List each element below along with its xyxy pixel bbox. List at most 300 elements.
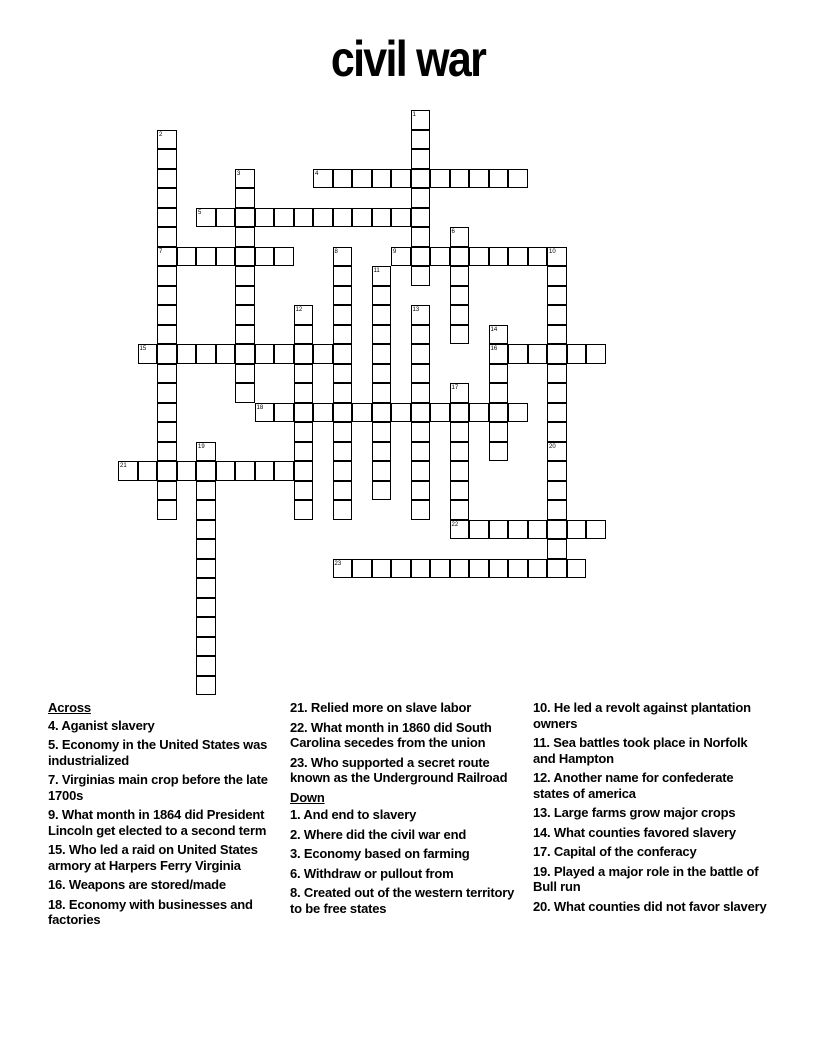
cell-number: 21 [120, 463, 127, 469]
clue-across-5 [48, 737, 284, 768]
grid-cell[interactable] [235, 286, 255, 306]
grid-cell[interactable] [508, 247, 528, 267]
grid-cell[interactable] [450, 520, 470, 540]
grid-cell[interactable] [196, 520, 216, 540]
grid-cell[interactable] [196, 656, 216, 676]
grid-cell[interactable] [411, 383, 431, 403]
grid-cell[interactable] [313, 403, 333, 423]
grid-cell[interactable] [586, 520, 606, 540]
clue-text: Another name for confederate states of america [533, 770, 734, 801]
grid-cell[interactable] [411, 481, 431, 501]
grid-cell[interactable] [450, 442, 470, 462]
clue-number: 22. [290, 719, 308, 735]
grid-cell[interactable] [294, 305, 314, 325]
grid-cell[interactable] [138, 344, 158, 364]
grid-cell[interactable] [469, 169, 489, 189]
grid-cell[interactable] [235, 227, 255, 247]
cell-number: 8 [334, 248, 338, 255]
clue-text: Weapons are stored/made [68, 877, 226, 892]
grid-cell[interactable] [352, 559, 372, 579]
grid-cell[interactable] [450, 305, 470, 325]
clue-number: 21. [290, 700, 308, 715]
clue-text: Economy with businesses and factories [48, 896, 253, 927]
grid-cell[interactable] [235, 247, 255, 267]
clue-down-3 [290, 846, 526, 862]
grid-cell[interactable] [333, 325, 353, 345]
grid-cell[interactable] [372, 305, 392, 325]
grid-cell[interactable] [547, 461, 567, 481]
grid-cell[interactable] [352, 169, 372, 189]
clue-text: What month in 1860 did South Carolina secedes from the union [290, 719, 492, 750]
cell-number: 11 [373, 268, 380, 274]
clue-across-15 [48, 842, 284, 873]
grid-cell[interactable] [411, 325, 431, 345]
clue-number: 10. [533, 700, 551, 715]
grid-cell[interactable] [157, 227, 177, 247]
grid-cell[interactable] [235, 169, 255, 189]
grid-cell[interactable] [177, 461, 197, 481]
grid-cell[interactable] [294, 208, 314, 228]
grid-cell[interactable] [216, 344, 236, 364]
grid-cell[interactable] [333, 461, 353, 481]
cell-number: 10 [549, 248, 556, 255]
grid-cell[interactable] [333, 344, 353, 364]
grid-cell[interactable] [567, 520, 587, 540]
grid-cell[interactable] [450, 266, 470, 286]
grid-cell[interactable] [411, 559, 431, 579]
grid-cell[interactable] [333, 286, 353, 306]
grid-cell[interactable] [157, 247, 177, 267]
grid-cell[interactable] [274, 344, 294, 364]
clue-across-22 [290, 720, 526, 751]
grid-cell[interactable] [489, 520, 509, 540]
grid-cell[interactable] [372, 403, 392, 423]
clue-number: 17. [533, 844, 551, 859]
grid-cell[interactable] [118, 461, 138, 481]
grid-cell[interactable] [547, 305, 567, 325]
grid-cell[interactable] [469, 247, 489, 267]
grid-cell[interactable] [547, 325, 567, 345]
clue-across-23 [290, 755, 526, 786]
clue-number: 11. [533, 735, 550, 750]
cell-number: 4 [315, 170, 319, 177]
grid-cell[interactable] [489, 383, 509, 403]
grid-cell[interactable] [294, 500, 314, 520]
clue-text: What month in 1864 did President Lincoln get elected to a second term [48, 807, 267, 838]
grid-cell[interactable] [450, 383, 470, 403]
cell-number: 22 [451, 521, 459, 528]
grid-cell[interactable] [235, 461, 255, 481]
grid-cell[interactable] [391, 559, 411, 579]
grid-cell[interactable] [333, 247, 353, 267]
clue-text: Capital of the conferacy [553, 844, 697, 859]
grid-cell[interactable] [450, 325, 470, 345]
grid-cell[interactable] [411, 461, 431, 481]
grid-cell[interactable] [352, 403, 372, 423]
grid-cell[interactable] [294, 422, 314, 442]
grid-cell[interactable] [196, 500, 216, 520]
grid-cell[interactable] [508, 559, 528, 579]
grid-cell[interactable] [157, 461, 177, 481]
grid-cell[interactable] [450, 461, 470, 481]
grid-cell[interactable] [528, 344, 548, 364]
grid-cell[interactable] [274, 208, 294, 228]
grid-cell[interactable] [157, 208, 177, 228]
grid-cell[interactable] [411, 500, 431, 520]
grid-cell[interactable] [411, 364, 431, 384]
grid-cell[interactable] [489, 559, 509, 579]
grid-cell[interactable] [547, 422, 567, 442]
clue-number: 3. [290, 846, 301, 861]
cell-number: 14 [490, 326, 498, 333]
cell-number: 16 [490, 346, 498, 352]
grid-cell[interactable] [450, 247, 470, 267]
grid-cell[interactable] [333, 364, 353, 384]
clue-across-4 [48, 718, 284, 734]
grid-cell[interactable] [196, 676, 216, 696]
grid-cell[interactable] [294, 442, 314, 462]
clue-down-6 [290, 866, 526, 882]
grid-cell[interactable] [547, 344, 567, 364]
cell-number: 17 [451, 385, 459, 391]
clue-text: Virginias main crop before the late 1700s [48, 772, 268, 803]
grid-cell[interactable] [196, 578, 216, 598]
clue-number: 6. [290, 865, 301, 881]
cell-number: 3 [237, 170, 241, 177]
grid-cell[interactable] [547, 481, 567, 501]
grid-cell[interactable] [489, 442, 509, 462]
clue-text: Who led a raid on United States armory at Harpers Ferry Virginia [48, 842, 258, 873]
grid-cell[interactable] [411, 266, 431, 286]
grid-cell[interactable] [177, 344, 197, 364]
clue-text: Who supported a secret route known as the Underground Railroad [290, 754, 508, 785]
grid-cell[interactable] [235, 344, 255, 364]
grid-cell[interactable] [489, 247, 509, 267]
clue-number: 12. [533, 770, 551, 785]
grid-cell[interactable] [333, 383, 353, 403]
grid-cell[interactable] [450, 481, 470, 501]
grid-cell[interactable] [274, 461, 294, 481]
grid-cell[interactable] [196, 461, 216, 481]
grid-cell[interactable] [430, 169, 450, 189]
grid-cell[interactable] [411, 403, 431, 423]
grid-cell[interactable] [372, 344, 392, 364]
grid-cell[interactable] [255, 403, 275, 423]
grid-cell[interactable] [294, 344, 314, 364]
grid-cell[interactable] [508, 520, 528, 540]
clue-text: Economy in the United States was industrialized [48, 737, 268, 768]
grid-cell[interactable] [391, 247, 411, 267]
grid-cell[interactable] [294, 481, 314, 501]
grid-cell[interactable] [235, 188, 255, 208]
grid-cell[interactable] [372, 422, 392, 442]
grid-cell[interactable] [196, 247, 216, 267]
grid-cell[interactable] [333, 208, 353, 228]
clue-text: What counties did not favor slavery [553, 898, 767, 914]
grid-cell[interactable] [489, 422, 509, 442]
grid-cell[interactable] [372, 169, 392, 189]
clue-down-11 [533, 735, 769, 766]
grid-cell[interactable] [489, 364, 509, 384]
grid-cell[interactable] [196, 539, 216, 559]
clue-text: Aganist slavery [61, 717, 155, 733]
grid-cell[interactable] [547, 266, 567, 286]
grid-cell[interactable] [430, 559, 450, 579]
clue-down-19 [533, 864, 769, 895]
grid-cell[interactable] [508, 403, 528, 423]
grid-cell[interactable] [547, 500, 567, 520]
clue-down-13 [533, 805, 769, 821]
grid-cell[interactable] [294, 403, 314, 423]
grid-cell[interactable] [157, 169, 177, 189]
grid-cell[interactable] [450, 559, 470, 579]
cell-number: 1 [412, 112, 416, 118]
grid-cell[interactable] [547, 559, 567, 579]
grid-cell[interactable] [235, 364, 255, 384]
grid-cell[interactable] [235, 266, 255, 286]
grid-cell[interactable] [157, 188, 177, 208]
clue-number: 18. [48, 896, 66, 912]
clue-text: What counties favored slavery [553, 824, 736, 840]
grid-cell[interactable] [411, 344, 431, 364]
cell-number: 9 [393, 248, 397, 255]
clue-text: Large farms grow major crops [553, 805, 736, 820]
grid-cell[interactable] [333, 559, 353, 579]
grid-cell[interactable] [411, 169, 431, 189]
grid-cell[interactable] [372, 286, 392, 306]
grid-cell[interactable] [157, 422, 177, 442]
grid-cell[interactable] [391, 403, 411, 423]
grid-cell[interactable] [333, 481, 353, 501]
clue-down-1 [290, 807, 526, 823]
clue-across-21 [290, 700, 526, 716]
grid-cell[interactable] [235, 325, 255, 345]
grid-cell[interactable] [196, 598, 216, 618]
clue-across-16 [48, 877, 284, 893]
grid-cell[interactable] [508, 169, 528, 189]
grid-cell[interactable] [430, 403, 450, 423]
clue-down-14 [533, 825, 769, 841]
grid-cell[interactable] [372, 442, 392, 462]
clue-text: Played a major role in the battle of Bull run [533, 863, 759, 894]
grid-cell[interactable] [157, 344, 177, 364]
grid-cell[interactable] [216, 247, 236, 267]
clue-across-9 [48, 807, 284, 838]
grid-cell[interactable] [333, 305, 353, 325]
clue-down-17 [533, 844, 769, 860]
clue-number: 15. [48, 842, 66, 857]
grid-cell[interactable] [411, 208, 431, 228]
grid-cell[interactable] [157, 500, 177, 520]
grid-cell[interactable] [469, 520, 489, 540]
grid-cell[interactable] [450, 422, 470, 442]
clues-column-2 [290, 700, 526, 920]
grid-cell[interactable] [586, 344, 606, 364]
grid-cell[interactable] [196, 559, 216, 579]
clue-number: 1. [290, 807, 301, 822]
grid-cell[interactable] [196, 344, 216, 364]
grid-cell[interactable] [528, 247, 548, 267]
page-title: civil war [330, 31, 486, 87]
grid-cell[interactable] [294, 383, 314, 403]
cell-number: 6 [451, 229, 455, 235]
clue-text: Relied more on slave labor [310, 700, 472, 715]
clue-number: 9. [48, 807, 59, 822]
grid-cell[interactable] [547, 442, 567, 462]
grid-cell[interactable] [255, 461, 275, 481]
grid-cell[interactable] [411, 188, 431, 208]
grid-cell[interactable] [547, 539, 567, 559]
grid-cell[interactable] [294, 364, 314, 384]
grid-cell[interactable] [196, 442, 216, 462]
clue-number: 14. [533, 824, 551, 840]
grid-cell[interactable] [196, 208, 216, 228]
grid-cell[interactable] [372, 364, 392, 384]
grid-cell[interactable] [372, 559, 392, 579]
grid-cell[interactable] [333, 169, 353, 189]
cell-number: 5 [198, 209, 202, 216]
grid-cell[interactable] [157, 149, 177, 169]
cell-number: 18 [256, 404, 264, 411]
grid-cell[interactable] [157, 286, 177, 306]
clue-down-10 [533, 700, 769, 731]
grid-cell[interactable] [411, 227, 431, 247]
grid-cell[interactable] [547, 403, 567, 423]
grid-cell[interactable] [411, 442, 431, 462]
grid-cell[interactable] [157, 325, 177, 345]
grid-cell[interactable] [567, 559, 587, 579]
grid-cell[interactable] [411, 130, 431, 150]
clue-number: 2. [290, 826, 301, 842]
grid-cell[interactable] [489, 344, 509, 364]
grid-cell[interactable] [489, 403, 509, 423]
grid-cell[interactable] [352, 208, 372, 228]
cell-number: 12 [295, 307, 303, 313]
grid-cell[interactable] [157, 364, 177, 384]
grid-cell[interactable] [450, 403, 470, 423]
grid-cell[interactable] [450, 227, 470, 247]
grid-cell[interactable] [547, 247, 567, 267]
cell-number: 20 [549, 443, 556, 450]
grid-cell[interactable] [333, 403, 353, 423]
grid-cell[interactable] [450, 286, 470, 306]
grid-cell[interactable] [528, 559, 548, 579]
grid-cell[interactable] [372, 461, 392, 481]
grid-cell[interactable] [411, 110, 431, 130]
grid-cell[interactable] [547, 520, 567, 540]
clue-number: 23. [290, 754, 308, 770]
grid-cell[interactable] [333, 266, 353, 286]
grid-cell[interactable] [294, 461, 314, 481]
grid-cell[interactable] [255, 247, 275, 267]
clue-text: He led a revolt against plantation owners [533, 700, 751, 731]
grid-cell[interactable] [372, 481, 392, 501]
grid-cell[interactable] [450, 500, 470, 520]
clue-number: 4. [48, 717, 59, 733]
grid-cell[interactable] [235, 383, 255, 403]
clues-column-1 [48, 700, 284, 932]
grid-cell[interactable] [274, 247, 294, 267]
across-heading: Across [48, 700, 91, 715]
clue-number: 19. [533, 863, 551, 879]
grid-cell[interactable] [547, 383, 567, 403]
grid-cell[interactable] [157, 383, 177, 403]
grid-cell[interactable] [255, 208, 275, 228]
grid-cell[interactable] [489, 169, 509, 189]
grid-cell[interactable] [235, 305, 255, 325]
grid-cell[interactable] [157, 481, 177, 501]
clue-text: Withdraw or pullout from [303, 865, 454, 881]
grid-cell[interactable] [157, 130, 177, 150]
grid-cell[interactable] [333, 442, 353, 462]
grid-cell[interactable] [313, 208, 333, 228]
grid-cell[interactable] [333, 500, 353, 520]
grid-cell[interactable] [177, 247, 197, 267]
grid-cell[interactable] [391, 208, 411, 228]
grid-cell[interactable] [528, 520, 548, 540]
clue-text: Economy based on farming [303, 846, 470, 861]
grid-cell[interactable] [313, 344, 333, 364]
grid-cell[interactable] [157, 442, 177, 462]
grid-cell[interactable] [196, 481, 216, 501]
grid-cell[interactable] [547, 364, 567, 384]
grid-cell[interactable] [333, 422, 353, 442]
grid-cell[interactable] [157, 266, 177, 286]
grid-cell[interactable] [489, 325, 509, 345]
grid-cell[interactable] [372, 325, 392, 345]
grid-cell[interactable] [138, 461, 158, 481]
clue-number: 16. [48, 877, 66, 892]
clue-number: 20. [533, 898, 551, 914]
grid-cell[interactable] [450, 169, 470, 189]
clue-text: Where did the civil war end [303, 826, 467, 842]
grid-cell[interactable] [411, 247, 431, 267]
grid-cell[interactable] [216, 461, 236, 481]
clue-number: 7. [48, 772, 59, 787]
grid-cell[interactable] [157, 403, 177, 423]
grid-cell[interactable] [196, 617, 216, 637]
grid-cell[interactable] [391, 169, 411, 189]
grid-cell[interactable] [255, 344, 275, 364]
grid-cell[interactable] [469, 403, 489, 423]
cell-number: 15 [139, 346, 147, 352]
clue-text: And end to slavery [303, 807, 417, 822]
grid-cell[interactable] [294, 325, 314, 345]
grid-cell[interactable] [372, 208, 392, 228]
grid-cell[interactable] [430, 247, 450, 267]
grid-cell[interactable] [411, 149, 431, 169]
cell-number: 23 [334, 560, 342, 567]
clue-text: Sea battles took place in Norfolk and Hampton [533, 735, 748, 766]
grid-cell[interactable] [216, 208, 236, 228]
grid-cell[interactable] [157, 305, 177, 325]
down-heading: Down [290, 789, 325, 805]
grid-cell[interactable] [313, 169, 333, 189]
grid-cell[interactable] [508, 344, 528, 364]
grid-cell[interactable] [567, 344, 587, 364]
grid-cell[interactable] [411, 305, 431, 325]
grid-cell[interactable] [411, 422, 431, 442]
grid-cell[interactable] [372, 266, 392, 286]
clue-across-7 [48, 772, 284, 803]
grid-cell[interactable] [196, 637, 216, 657]
grid-cell[interactable] [372, 383, 392, 403]
grid-cell[interactable] [547, 286, 567, 306]
grid-cell[interactable] [235, 208, 255, 228]
clue-number: 5. [48, 737, 59, 752]
grid-cell[interactable] [274, 403, 294, 423]
grid-cell[interactable] [469, 559, 489, 579]
